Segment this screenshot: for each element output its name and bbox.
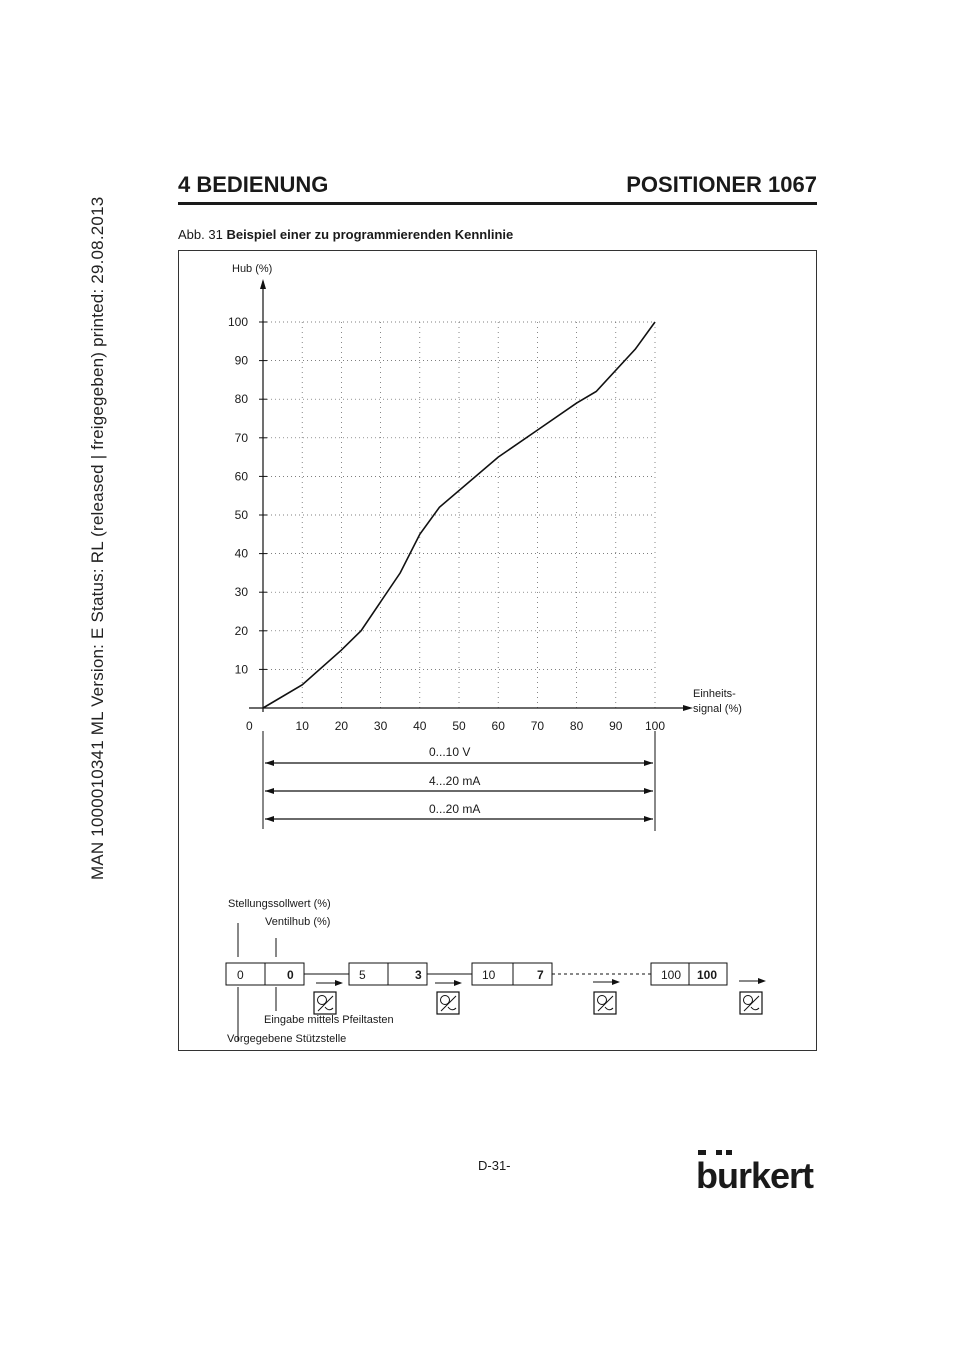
x-tick-label: 50 — [452, 719, 466, 733]
setpoint-label: Stellungssollwert (%) — [228, 898, 331, 910]
range-0-10v — [265, 745, 653, 766]
x-tick-label: 80 — [569, 719, 584, 733]
page-number: D-31- — [478, 1158, 511, 1173]
range-label: 0...10 V — [429, 745, 471, 759]
section-title: 4 BEDIENUNG — [178, 172, 329, 197]
characteristic-figure — [179, 251, 818, 1052]
chart-axes — [249, 279, 693, 712]
x-tick-label: 100 — [644, 719, 666, 733]
sequence-box-3 — [472, 963, 552, 985]
x-tick-label: 30 — [373, 719, 388, 733]
x-tick-label: 90 — [609, 719, 623, 733]
arrow-icon — [316, 980, 343, 986]
arrow-key-icons — [314, 992, 762, 1014]
y-tick-label: 50 — [234, 508, 248, 522]
product-title: POSITIONER 1067 — [626, 172, 817, 197]
programming-sequence — [226, 898, 766, 1045]
stroke-label: Ventilhub (%) — [265, 916, 331, 928]
arrow-icon — [593, 979, 620, 985]
box-right-value: 3 — [415, 968, 422, 982]
x-tick-label: 40 — [413, 719, 427, 733]
sequence-box-4 — [651, 963, 727, 985]
box-left-value: 0 — [237, 968, 244, 982]
sequence-box-1 — [226, 963, 304, 985]
y-axis-label: Hub (%) — [232, 263, 273, 275]
y-tick-label: 70 — [234, 430, 248, 445]
svg-text:burkert: burkert — [696, 1155, 814, 1192]
figure-frame — [178, 250, 817, 1051]
support-point-label: Vorgegebene Stützstelle — [227, 1033, 347, 1045]
y-tick-label: 100 — [227, 315, 248, 329]
arrow-key-icon — [314, 992, 336, 1014]
origin-label: 0 — [246, 719, 253, 733]
brand-logo — [696, 1150, 820, 1197]
x-tick-label: 10 — [295, 719, 309, 733]
burkert-logo-icon — [696, 1150, 820, 1192]
y-axis-arrow-icon — [260, 279, 266, 289]
y-tick-label: 20 — [234, 623, 248, 638]
caption-title: Beispiel einer zu programmierenden Kennlinie — [226, 227, 514, 242]
arrow-icon — [739, 978, 766, 984]
range-4-20ma — [265, 774, 653, 794]
box-left-value: 5 — [359, 968, 366, 982]
arrow-key-icon — [437, 992, 459, 1014]
caption-prefix: Abb. 31 — [178, 227, 223, 242]
x-tick-label: 70 — [530, 719, 545, 733]
x-axis-label-line2: signal (%) — [693, 703, 742, 715]
range-label: 0...20 mA — [429, 802, 481, 816]
y-tick-label: 80 — [234, 392, 248, 407]
arrow-key-icon — [594, 992, 616, 1014]
y-tick-label: 90 — [234, 353, 248, 368]
y-tick-label: 40 — [234, 546, 248, 561]
arrow-key-icon — [740, 992, 762, 1014]
document-status-note: MAN 1000010341 ML Version: E Status: RL (released | freigegeben) printed: 29.08.2013 — [88, 196, 107, 880]
box-left-value: 10 — [482, 968, 496, 982]
signal-ranges — [263, 731, 655, 831]
box-right-value: 7 — [537, 968, 544, 982]
arrow-input-label: Eingabe mittels Pfeiltasten — [264, 1014, 394, 1026]
chart-ticks — [228, 315, 665, 733]
arrow-icon — [435, 980, 462, 986]
box-right-value: 100 — [697, 968, 718, 982]
x-tick-label: 20 — [334, 719, 349, 733]
y-tick-label: 60 — [234, 469, 248, 484]
box-left-value: 100 — [661, 968, 682, 982]
x-axis-arrow-icon — [683, 705, 693, 711]
sequence-box-2 — [349, 963, 427, 985]
y-tick-label: 10 — [234, 662, 248, 677]
range-label: 4...20 mA — [429, 774, 481, 788]
header-rule — [178, 202, 817, 205]
x-tick-label: 60 — [491, 719, 505, 733]
y-tick-label: 30 — [234, 585, 248, 600]
box-right-value: 0 — [287, 968, 294, 982]
figure-caption — [178, 227, 513, 242]
x-axis-label-line1: Einheits- — [693, 688, 736, 700]
range-0-20ma — [265, 802, 653, 822]
chart-grid — [263, 322, 655, 708]
